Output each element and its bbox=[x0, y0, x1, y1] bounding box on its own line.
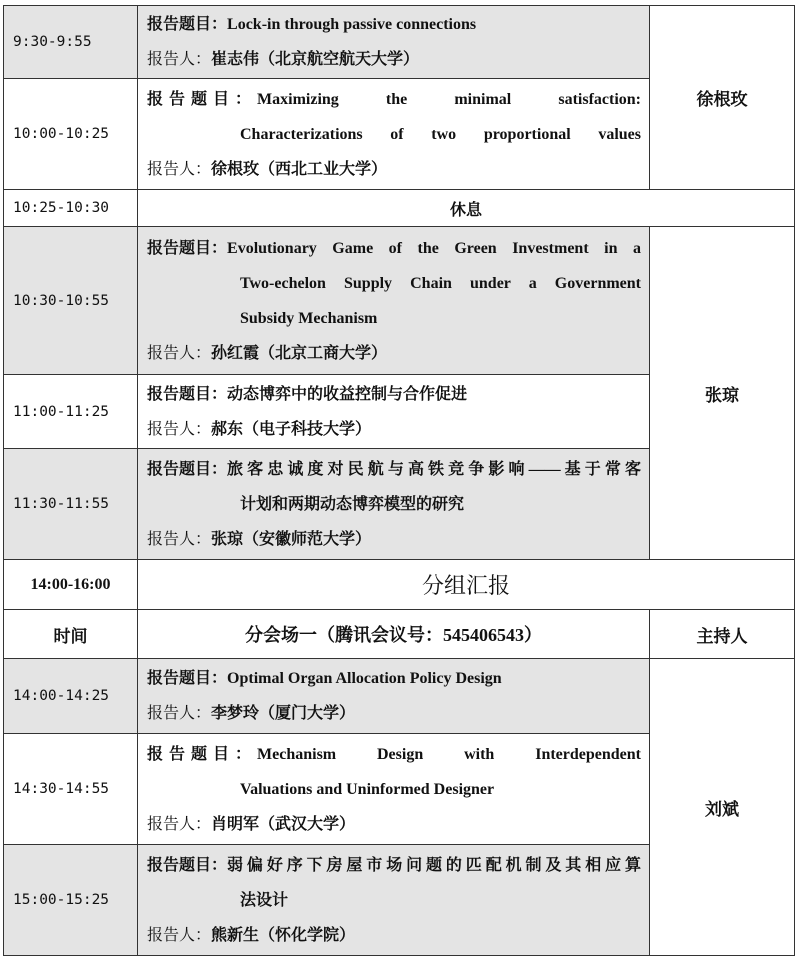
column-header-time: 时间 bbox=[4, 610, 138, 659]
speaker-name: 孙红霞（北京工商大学） bbox=[211, 344, 388, 362]
talk-title-line: 旅客忠诚度对民航与高铁竞争影响——基于常客 bbox=[227, 460, 641, 478]
talk-title-line: Characterizations of two proportional values bbox=[240, 125, 641, 143]
time-cell: 10:30-10:55 bbox=[4, 227, 138, 375]
talk-cell bbox=[138, 845, 650, 956]
speaker-label: 报告人： bbox=[147, 530, 212, 548]
time-cell: 11:30-11:55 bbox=[4, 449, 138, 560]
time-cell: 11:00-11:25 bbox=[4, 375, 138, 449]
talk-cell bbox=[138, 375, 650, 449]
topic-label: 报告题目： bbox=[147, 745, 258, 763]
talk-cell bbox=[138, 6, 650, 79]
speaker-name: 郝东（电子科技大学） bbox=[211, 420, 372, 438]
speaker-name: 张琼（安徽师范大学） bbox=[211, 530, 372, 548]
break-cell: 休息 bbox=[138, 190, 795, 227]
topic-label: 报告题目： bbox=[147, 16, 228, 33]
topic-label: 报告题目： bbox=[147, 239, 228, 257]
host-cell: 徐根玫 bbox=[650, 6, 795, 190]
host-cell: 刘斌 bbox=[650, 659, 795, 956]
session-title: 分组汇报 bbox=[138, 560, 795, 610]
speaker-label: 报告人： bbox=[147, 926, 212, 944]
talk-cell bbox=[138, 449, 650, 560]
time-cell: 9:30-9:55 bbox=[4, 6, 138, 79]
talk-title-line: Subsidy Mechanism bbox=[240, 309, 378, 327]
talk-title: Optimal Organ Allocation Policy Design bbox=[227, 670, 502, 687]
speaker-name: 李梦玲（厦门大学） bbox=[211, 705, 356, 722]
time-cell: 14:30-14:55 bbox=[4, 734, 138, 845]
speaker-name: 崔志伟（北京航空航天大学） bbox=[211, 51, 420, 68]
column-header-venue: 分会场一（腾讯会议号：545406543） bbox=[138, 610, 650, 659]
speaker-label: 报告人： bbox=[147, 815, 212, 833]
session-time: 14:00-16:00 bbox=[4, 560, 138, 610]
speaker-label: 报告人： bbox=[147, 160, 212, 178]
talk-title-line: Mechanism Design with Interdependent bbox=[257, 745, 641, 763]
topic-label: 报告题目： bbox=[147, 90, 258, 108]
talk-title-line: Evolutionary Game of the Green Investment in a bbox=[227, 239, 641, 257]
column-header-host: 主持人 bbox=[650, 610, 795, 659]
speaker-label: 报告人： bbox=[147, 705, 212, 722]
speaker-label: 报告人： bbox=[147, 344, 212, 362]
table-row bbox=[4, 6, 795, 79]
schedule-table bbox=[3, 5, 795, 956]
talk-title: 动态博弈中的收益控制与合作促进 bbox=[227, 385, 468, 403]
time-cell: 14:00-14:25 bbox=[4, 659, 138, 734]
talk-cell bbox=[138, 79, 650, 190]
talk-title-line: Valuations and Uninformed Designer bbox=[240, 780, 495, 798]
speaker-name: 熊新生（怀化学院） bbox=[211, 926, 356, 944]
speaker-label: 报告人： bbox=[147, 420, 212, 438]
talk-cell bbox=[138, 734, 650, 845]
talk-title-line: Two-echelon Supply Chain under a Government bbox=[240, 274, 641, 292]
topic-label: 报告题目： bbox=[147, 460, 228, 478]
speaker-name: 徐根玫（西北工业大学） bbox=[211, 160, 388, 178]
table-row bbox=[4, 610, 795, 659]
topic-label: 报告题目： bbox=[147, 856, 228, 874]
table-row bbox=[4, 560, 795, 610]
table-row bbox=[4, 227, 795, 375]
table-row bbox=[4, 190, 795, 227]
talk-title-line: 弱偏好序下房屋市场问题的匹配机制及其相应算 bbox=[227, 856, 641, 874]
host-cell: 张琼 bbox=[650, 227, 795, 560]
speaker-name: 肖明军（武汉大学） bbox=[211, 815, 356, 833]
talk-title-line: 法设计 bbox=[240, 891, 289, 909]
talk-title-line: 计划和两期动态博弈模型的研究 bbox=[240, 495, 465, 513]
time-cell: 10:25-10:30 bbox=[4, 190, 138, 227]
topic-label: 报告题目： bbox=[147, 385, 228, 403]
time-cell: 10:00-10:25 bbox=[4, 79, 138, 190]
table-row bbox=[4, 659, 795, 734]
talk-title: Lock-in through passive connections bbox=[227, 16, 477, 33]
talk-title-line: Maximizing the minimal satisfaction: bbox=[257, 90, 641, 108]
speaker-label: 报告人： bbox=[147, 51, 212, 68]
talk-cell bbox=[138, 659, 650, 734]
time-cell: 15:00-15:25 bbox=[4, 845, 138, 956]
talk-cell bbox=[138, 227, 650, 375]
topic-label: 报告题目： bbox=[147, 670, 228, 687]
